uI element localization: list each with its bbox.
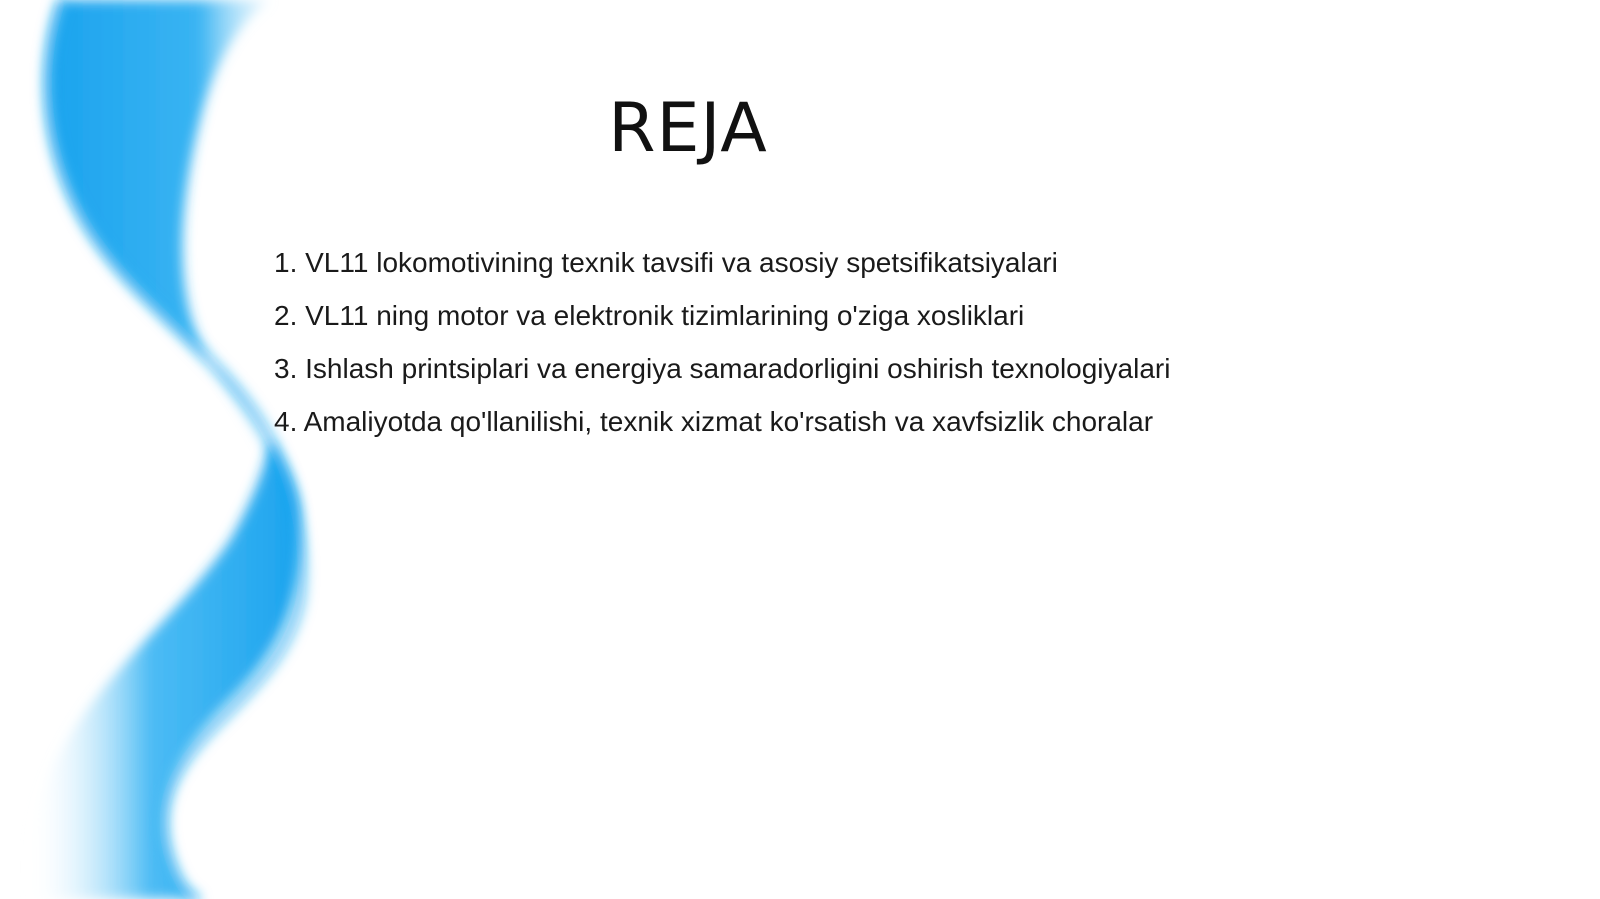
plan-item-4: 4. Amaliyotda qo'llanilishi, texnik xizmat ko'rsatish va xavfsizlik choralar: [274, 406, 1154, 437]
plan-item-2: 2. VL11 ning motor va elektronik tizimlarining o'ziga xosliklari: [274, 300, 1025, 331]
slide-title: REJA: [608, 89, 768, 168]
plan-list: [274, 236, 1394, 448]
plan-item-1: 1. VL11 lokomotivining texnik tavsifi va asosiy spetsifikatsiyalari: [274, 247, 1058, 278]
plan-item-3: 3. Ishlash printsiplari va energiya samaradorligini oshirish texnologiyalari: [274, 353, 1171, 384]
